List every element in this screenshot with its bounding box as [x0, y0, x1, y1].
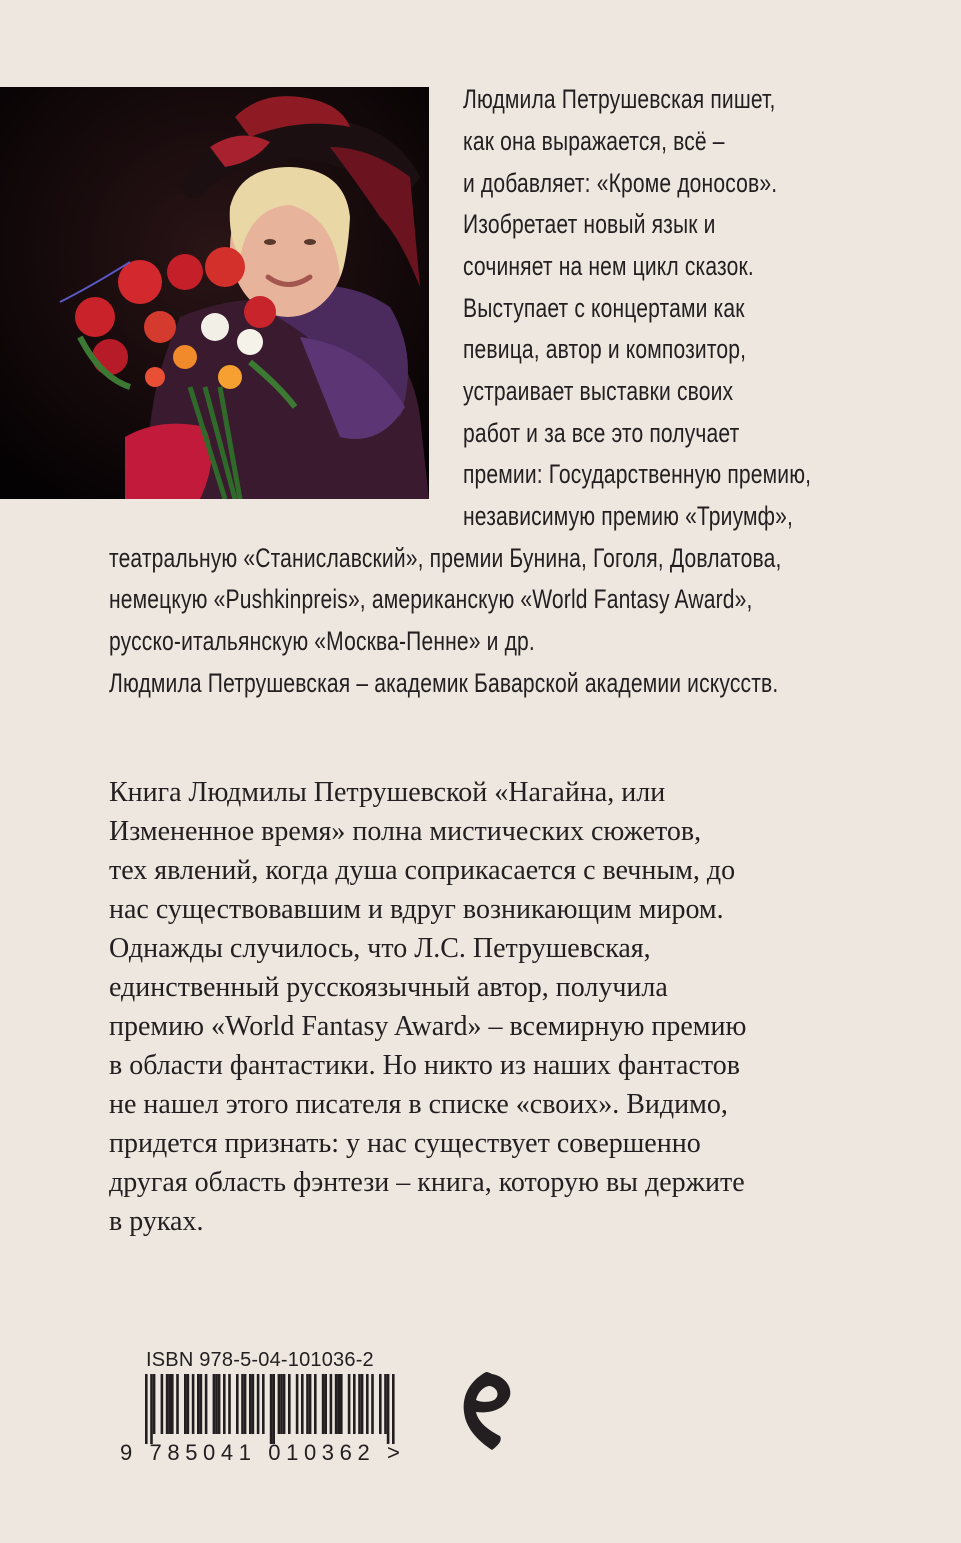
isbn-label: ISBN 978-5-04-101036-2 [146, 1349, 374, 1371]
barcode-bar [366, 1374, 369, 1434]
blurb-line: другая область фэнтези – книга, которую вы держите [109, 1167, 745, 1198]
barcode-bar [324, 1374, 327, 1434]
blurb-line: Однажды случилось, что Л.С. Петрушевская, [109, 933, 651, 964]
barcode-bar [192, 1374, 195, 1434]
bio-line: Людмила Петрушевская – академик Баварской академии искусств. [109, 668, 779, 698]
bio-line: независимую премию «Триумф», [463, 501, 794, 531]
bio-line: немецкую «Pushkinpreis», американскую «World Fantasy Award», [109, 584, 753, 614]
bio-line: Выступает с концертами как [463, 293, 745, 323]
bio-line: и добавляет: «Кроме доносов». [463, 168, 778, 198]
barcode-bar [200, 1374, 203, 1434]
bio-line: сочиняет на нем цикл сказок. [463, 251, 754, 281]
barcode-bar [309, 1374, 312, 1434]
author-photo [0, 87, 429, 499]
bio-line: певица, автор и композитор, [463, 334, 747, 364]
blurb-line: нас существовавшим и вдруг возникающим миром. [109, 894, 724, 925]
bio-line: как она выражается, всё – [463, 126, 725, 156]
barcode-bar [257, 1374, 260, 1434]
barcode-bar [296, 1374, 299, 1434]
barcode-bar [215, 1374, 218, 1434]
barcode-bar [244, 1374, 247, 1434]
barcode-image [120, 1374, 420, 1444]
barcode-bar [168, 1374, 171, 1434]
barcode-bar [280, 1374, 283, 1434]
barcode-bar [218, 1374, 221, 1434]
barcode-bar [371, 1374, 374, 1434]
barcode-bar [384, 1374, 387, 1434]
barcode-bar [223, 1374, 226, 1434]
author-photo-image [0, 87, 429, 499]
barcode-bar [353, 1374, 356, 1434]
barcode-bar [392, 1374, 395, 1444]
barcode-bar [337, 1374, 340, 1434]
barcode-bar [187, 1374, 190, 1434]
blurb-line: Измененное время» полна мистических сюжетов, [109, 816, 702, 847]
barcode-bar [340, 1374, 343, 1434]
barcode-bar [348, 1374, 351, 1434]
barcode-bar [272, 1374, 275, 1444]
bio-line: премии: Государственную премию, [463, 459, 812, 489]
barcode-bar [283, 1374, 286, 1434]
blurb-line: Книга Людмилы Петрушевской «Нагайна, или [109, 777, 666, 808]
barcode-bar [252, 1374, 255, 1434]
bio-line: Людмила Петрушевская пишет, [463, 84, 776, 114]
blurb-line: премию «World Fantasy Award» – всемирную премию [109, 1011, 747, 1042]
barcode-bar [184, 1374, 187, 1434]
barcode-bar [306, 1374, 309, 1434]
blurb-line: тех явлений, когда душа соприкасается с вечным, до [109, 855, 736, 886]
barcode-bar [197, 1374, 200, 1434]
barcode-bar [335, 1374, 338, 1434]
barcode-bar [361, 1374, 364, 1434]
barcode-bar [288, 1374, 291, 1434]
barcode-bar [153, 1374, 156, 1434]
barcode-bar [241, 1374, 244, 1434]
bio-line: Изобретает новый язык и [463, 209, 716, 239]
barcode-bar [150, 1374, 153, 1444]
barcode-bar [161, 1374, 164, 1434]
barcode-bar [213, 1374, 216, 1434]
barcode-bar [166, 1374, 169, 1434]
barcode-bar [314, 1374, 317, 1434]
barcode-digits: 9 785041 010362 > [120, 1440, 406, 1465]
barcode-bar [228, 1374, 231, 1434]
bio-line: работ и за все это получает [463, 418, 740, 448]
barcode-bar [249, 1374, 252, 1434]
barcode-bar [236, 1374, 239, 1434]
bio-line: устраивает выставки своих [463, 376, 734, 406]
bio-line: русско-итальянскую «Москва-Пенне» и др. [109, 626, 535, 656]
barcode-bar [330, 1374, 333, 1434]
blurb-line: в руках. [109, 1206, 204, 1237]
barcode-bar [387, 1374, 390, 1444]
barcode-bar [379, 1374, 382, 1434]
barcode-bar [270, 1374, 273, 1444]
barcode-bar [176, 1374, 179, 1434]
barcode-bar [301, 1374, 304, 1434]
barcode-bar [278, 1374, 281, 1434]
barcode-bar [145, 1374, 148, 1444]
book-blurb [109, 773, 809, 1241]
barcode-bar [358, 1374, 361, 1434]
blurb-line: придется признать: у нас существует совершенно [109, 1128, 701, 1159]
blurb-line: не нашел этого писателя в списке «своих». Видимо, [109, 1089, 728, 1120]
blurb-line: единственный русскоязычный автор, получила [109, 972, 668, 1003]
barcode-bar [262, 1374, 265, 1434]
barcode-bar [322, 1374, 325, 1434]
blurb-line: в области фантастики. Но никто из наших фантастов [109, 1050, 740, 1081]
eksmo-logo-icon [456, 1368, 516, 1454]
barcode-bar [171, 1374, 174, 1434]
bio-line: театральную «Станиславский», премии Бунина, Гоголя, Довлатова, [109, 543, 782, 573]
barcode-bar [205, 1374, 208, 1434]
